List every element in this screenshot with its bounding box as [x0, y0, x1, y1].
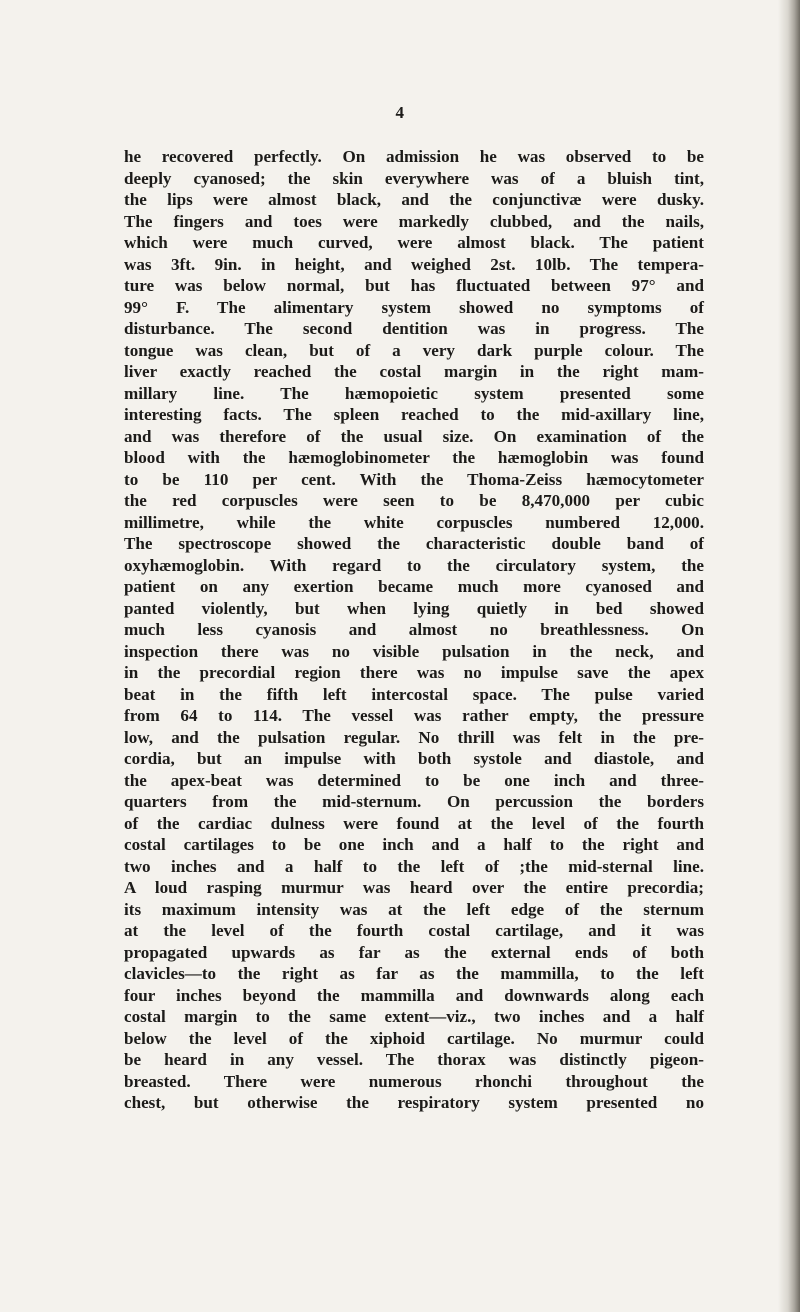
text-line: at the level of the fourth costal cartilage, and it was: [124, 921, 704, 940]
text-line: the apex-beat was determined to be one inch and three-: [124, 770, 704, 790]
text-line: oxyhæmoglobin. With regard to the circulatory system, the: [124, 555, 704, 575]
text-line: beat in the fifth left intercostal space. The pulse varied: [124, 684, 704, 704]
text-line: its maximum intensity was at the left edge of the sternum: [124, 899, 704, 919]
text-line: ture was below normal, but has fluctuated between 97° and: [124, 276, 704, 295]
text-line: chest, but otherwise the respiratory system presented no: [124, 1093, 704, 1112]
text-line: quarters from the mid-sternum. On percussion the borders: [124, 792, 704, 811]
text-line: interesting facts. The spleen reached to the mid-axillary line,: [124, 405, 704, 424]
text-line: propagated upwards as far as the external ends of both: [124, 942, 704, 962]
text-line: inspection there was no visible pulsation in the neck, and: [124, 641, 704, 661]
text-line: below the level of the xiphoid cartilage. No murmur could: [124, 1028, 704, 1048]
text-line: which were much curved, were almost black. The patient: [124, 233, 704, 252]
text-line: two inches and a half to the left of ;the mid-sternal line.: [124, 856, 704, 876]
text-line: low, and the pulsation regular. No thrill was felt in the pre-: [124, 727, 704, 747]
text-line: The fingers and toes were markedly clubbed, and the nails,: [124, 211, 704, 231]
text-line: millary line. The hæmopoietic system presented some: [124, 383, 704, 403]
text-line: four inches beyond the mammilla and downwards along each: [124, 985, 704, 1005]
text-line: The spectroscope showed the characteristic double band of: [124, 534, 704, 553]
text-line: from 64 to 114. The vessel was rather empty, the pressure: [124, 706, 704, 725]
text-line: to be 110 per cent. With the Thoma-Zeiss hæmocytometer: [124, 469, 704, 489]
text-line: liver exactly reached the costal margin in the right mam-: [124, 362, 704, 381]
text-line: disturbance. The second dentition was in progress. The: [124, 319, 704, 338]
text-line: cordia, but an impulse with both systole and diastole, and: [124, 749, 704, 768]
text-line: the red corpuscles were seen to be 8,470,000 per cubic: [124, 491, 704, 510]
text-line: blood with the hæmoglobinometer the hæmoglobin was found: [124, 448, 704, 467]
text-line: much less cyanosis and almost no breathlessness. On: [124, 620, 704, 639]
text-line: clavicles—to the right as far as the mammilla, to the left: [124, 964, 704, 983]
text-line: 99° F. The alimentary system showed no symptoms of: [124, 297, 704, 317]
text-line: deeply cyanosed; the skin everywhere was of a bluish tint,: [124, 168, 704, 188]
text-line: A loud rasping murmur was heard over the entire precordia;: [124, 878, 704, 897]
text-line: be heard in any vessel. The thorax was distinctly pigeon-: [124, 1050, 704, 1069]
page-edge-shadow: [778, 0, 800, 1312]
text-line: was 3ft. 9in. in height, and weighed 2st. 10lb. The tempera-: [124, 254, 704, 274]
text-line: costal cartilages to be one inch and a half to the right and: [124, 835, 704, 854]
text-line: patient on any exertion became much more cyanosed and: [124, 577, 704, 596]
text-line: and was therefore of the usual size. On examination of the: [124, 426, 704, 446]
text-line: tongue was clean, but of a very dark purple colour. The: [124, 340, 704, 360]
text-line: panted violently, but when lying quietly in bed showed: [124, 598, 704, 618]
page-number: 4: [395, 103, 405, 122]
text-line: of the cardiac dulness were found at the level of the fourth: [124, 813, 704, 833]
text-line: he recovered perfectly. On admission he was observed to be: [124, 147, 704, 166]
text-line: millimetre, while the white corpuscles numbered 12,000.: [124, 512, 704, 532]
body-text: [124, 146, 704, 1114]
text-line: breasted. There were numerous rhonchi throughout the: [124, 1071, 704, 1091]
text-line: costal margin to the same extent—viz., two inches and a half: [124, 1007, 704, 1026]
text-line: the lips were almost black, and the conjunctivæ were dusky.: [124, 190, 704, 209]
text-line: in the precordial region there was no impulse save the apex: [124, 663, 704, 682]
